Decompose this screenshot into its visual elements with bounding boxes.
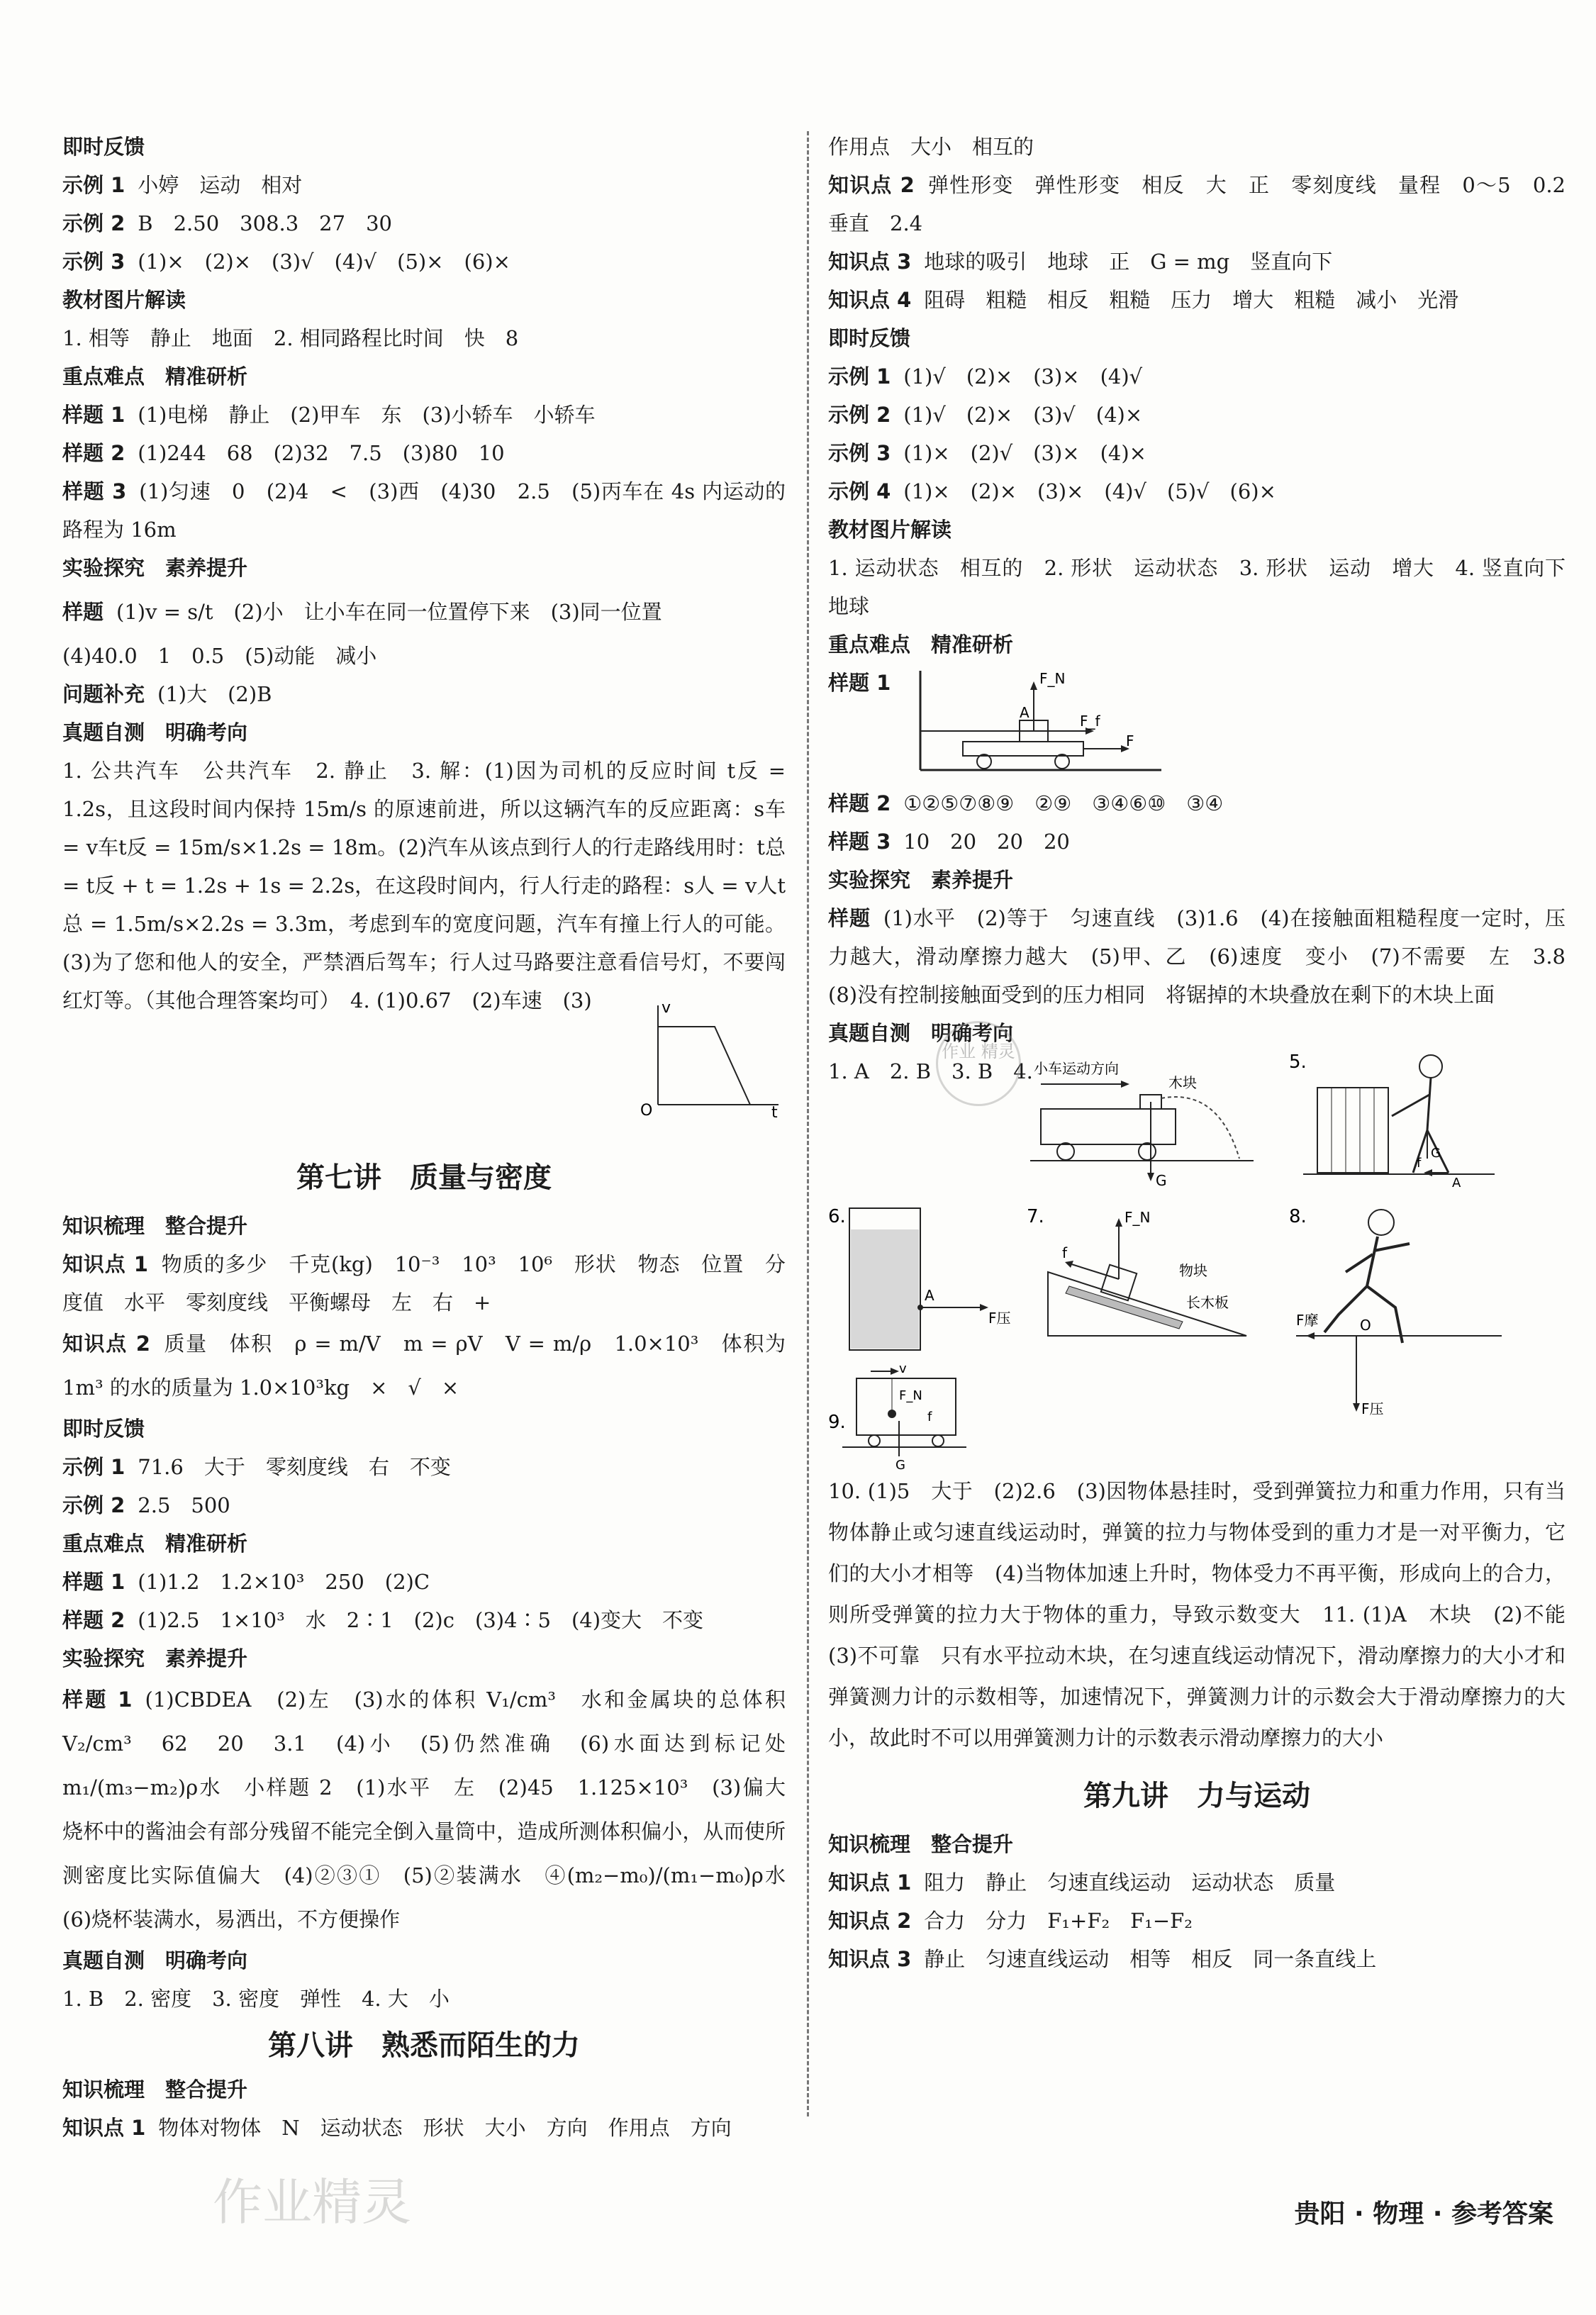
q7-fn-label: F_N (1125, 1209, 1151, 1226)
section-heading: 真题自测 明确考向 (62, 720, 248, 744)
section-heading: 重点难点 精准研析 (828, 632, 1014, 657)
answer-line: 示例 1 71.6 大于 零刻度线 右 不变 (62, 1455, 451, 1479)
q7-label: 7. (1027, 1206, 1044, 1227)
section-heading: 知识梳理 整合提升 (828, 1832, 1014, 1856)
section-heading: 实验探究 素养提升 (62, 1646, 248, 1670)
q9-fn-label: F_N (899, 1388, 922, 1403)
answer-line: 1. 运动状态 相互的 2. 形状 运动状态 3. 形状 运动 增大 4. 竖直向下 地球 (828, 556, 1587, 618)
vt-label-o: O (640, 1102, 653, 1119)
q5-push-figure (1289, 1052, 1502, 1194)
answer-line: 1. 相等 静止 地面 2. 相同路程比时间 快 8 (62, 326, 519, 350)
q8-o-label: O (1360, 1317, 1371, 1334)
answer-line: 样题 2 (1)2.5 1×10³ 水 2∶1 (2)c (3)4∶5 (4)变大 不变 (62, 1608, 704, 1632)
vt-label-t: t (771, 1104, 778, 1119)
q6-label: 6. (828, 1206, 846, 1227)
answer-line: 示例 1 小婷 运动 相对 (62, 173, 303, 197)
section-heading: 教材图片解读 (62, 288, 186, 312)
answer-line: 示例 2 2.5 500 (62, 1493, 230, 1517)
answer-line: 知识点 2 弹性形变 弹性形变 相反 大 正 零刻度线 量程 0～5 0.2 垂直 2.4 (828, 173, 1587, 235)
cart-force-diagram (913, 664, 1168, 777)
label-fn: F_N (1039, 670, 1066, 687)
q5-a-label: A (1452, 1176, 1461, 1190)
q9-cart-figure (828, 1364, 970, 1471)
answer-line: 知识点 2 质量 体积 ρ = m/V m = ρV V = m/ρ 1.0×10³ 体积为 1m³ 的水的质量为 1.0×10³kg × √ × (62, 1332, 786, 1400)
q6-container-figure (828, 1201, 1027, 1364)
answer-line: 1. B 2. 密度 3. 密度 弹性 4. 大 小 (62, 1987, 450, 2011)
answer-line: 示例 2 (1)√ (2)× (3)√ (4)× (828, 403, 1143, 427)
answer-line: 知识点 1 物体对物体 N 运动状态 形状 大小 方向 作用点 方向 (62, 2116, 732, 2140)
q9-f-label: f (927, 1410, 932, 1424)
q8-label: 8. (1289, 1206, 1307, 1227)
q8-runner-figure (1289, 1201, 1516, 1428)
chapter-title: 第八讲 熟悉而陌生的力 (268, 2029, 580, 2062)
label-a: A (1020, 704, 1029, 721)
q4-cart-figure (1027, 1059, 1261, 1194)
section-heading: 知识梳理 整合提升 (62, 1214, 248, 1238)
section-heading: 实验探究 素养提升 (62, 556, 248, 580)
answer-line: 样题 2 ①②⑤⑦⑧⑨ ②⑨ ③④⑥⑩ ③④ (828, 791, 1224, 815)
q5-g-label: G (1431, 1146, 1441, 1161)
answer-line: 1. A 2. B 3. B 4. (828, 1059, 1033, 1083)
answer-line: 示例 1 (1)√ (2)× (3)× (4)√ (828, 364, 1143, 389)
answer-line: 样题 (1)v = s/t (2)小 让小车在同一位置停下来 (3)同一位置 (62, 600, 662, 624)
q4-g-label: G (1156, 1172, 1167, 1189)
vt-graph-figure (62, 999, 786, 1140)
q7-f-label: f (1062, 1244, 1068, 1261)
page-footer: 贵阳 · 物理 · 参考答案 (1294, 2199, 1553, 2228)
q9-label: 9. (828, 1412, 846, 1433)
q4-block-label: 木块 (1168, 1074, 1197, 1091)
answer-line: 示例 3 (1)× (2)√ (3)× (4)× (828, 441, 1146, 465)
q9-v-label: v (899, 1364, 907, 1376)
answer-line: 样题 1 (1)1.2 1.2×10³ 250 (2)C (62, 1570, 430, 1594)
answer-line: 示例 2 B 2.50 308.3 27 30 (62, 211, 392, 235)
answer-line: 知识点 2 合力 分力 F₁+F₂ F₁−F₂ (828, 1909, 1193, 1933)
answer-line: 示例 4 (1)× (2)× (3)× (4)√ (5)√ (6)× (828, 479, 1276, 503)
test-figures (828, 1052, 1566, 1471)
answer-line: 样题 1 (1)电梯 静止 (2)甲车 东 (3)小轿车 小轿车 (62, 403, 596, 427)
section-heading: 重点难点 精准研析 (62, 364, 248, 389)
section-heading: 实验探究 素养提升 (828, 868, 1014, 892)
q7-incline-figure (1027, 1201, 1268, 1350)
sample1-row: 样题 1 F_N F_f F A (828, 664, 1566, 784)
answer-line: 知识点 1 物质的多少 千克(kg) 10⁻³ 10³ 10⁶ 形状 物态 位置 分度值 水平 零刻度线 平衡螺母 左 右 + (62, 1252, 786, 1315)
answer-line: 示例 3 (1)× (2)× (3)√ (4)√ (5)× (6)× (62, 250, 510, 274)
section-heading: 重点难点 精准研析 (62, 1532, 248, 1556)
answer-line: 问题补充 (1)大 (2)B (62, 682, 272, 706)
answer-paragraph: 样题 (1)水平 (2)等于 匀速直线 (3)1.6 (4)在接触面粗糙程度一定时，压力越大，滑动摩擦力越大 (5)甲、乙 (6)速度 变小 (7)不需要 左 3.8 (8)没有控制接触面受到的压力相同 将锯掉的木块叠放在剩下的木块上面 (828, 906, 1587, 1007)
q6-a-label: A (925, 1287, 934, 1304)
answer-paragraph: 1. 公共汽车 公共汽车 2. 静止 3. 解：(1)因为司机的反应时间 t反 = 1.2s，且这段时间内保持 15m/s 的原速前进，所以这辆汽车的反应距离：s车 = v车t反 = 15m/s×1.2s = 18m。(2)汽车从该点到行人的行走路线用时：t总 = t反 + t = 1.2s + 1s = 2.2s，在这段时间内，行人行走的路程：s人 = v人t总 = 1.5m/s×2.2s = 3.3m，考虑到车的宽度问题，汽车有撞上行人的可能。(3)为了您和他人的安全，严禁酒后驾车；行人过马路要注意看信号灯，不要闯红灯等。（其他合理答案均可） 4. (1)0.67 (2)车速 (3) (62, 759, 786, 1013)
q7-board-label: 长木板 (1186, 1294, 1229, 1311)
answer-line: 知识点 3 静止 匀速直线运动 相等 相反 同一条直线上 (828, 1947, 1377, 1971)
q8-friction-label: F摩 (1296, 1312, 1319, 1329)
q4-direction-label: 小车运动方向 (1034, 1060, 1119, 1077)
answer-line: 样题 2 (1)244 68 (2)32 7.5 (3)80 10 (62, 441, 505, 465)
vt-label-v: v (662, 999, 671, 1017)
watermark: 作业精灵 (213, 2173, 411, 2231)
answer-line: (4)40.0 1 0.5 (5)动能 减小 (62, 644, 377, 668)
section-heading: 教材图片解读 (828, 518, 952, 542)
answer-line: 知识点 3 地球的吸引 地球 正 G = mg 竖直向下 (828, 250, 1333, 274)
section-heading: 真题自测 明确考向 (828, 1021, 1014, 1045)
section-heading: 即时反馈 (62, 1417, 145, 1441)
vt-graph (630, 998, 786, 1119)
answer-line: 知识点 1 阻力 静止 匀速直线运动 运动状态 质量 (828, 1870, 1336, 1895)
q7-block-label: 物块 (1179, 1262, 1207, 1279)
section-heading: 即时反馈 (828, 326, 911, 350)
chapter-title: 第七讲 质量与密度 (296, 1161, 552, 1194)
section-heading: 即时反馈 (62, 135, 145, 159)
answer-line: 样题 3 10 20 20 20 (828, 830, 1070, 854)
chapter-title: 第九讲 力与运动 (1083, 1780, 1310, 1812)
answer-paragraph: 样题 1 (1)CBDEA (2)左 (3)水的体积 V₁/cm³ 水和金属块的总体积 V₂/cm³ 62 20 3.1 (4)小 (5)仍然准确 (6)水面达到标记处 m₁/(m₃−m₂)ρ水 小样题 2 (1)水平 左 (2)45 1.125×10³ (3)偏大 烧杯中的酱油会有部分残留不能完全倒入量筒中，造成所测体积偏小，从而使所测密度比实际值偏大 (4)②③① (5)②装满水 ④(m₂−m₀)/(m₁−m₀)ρ水 (6)烧杯装满水，易洒出，不方便操作 (62, 1688, 807, 1931)
section-heading: 知识梳理 整合提升 (62, 2077, 248, 2102)
section-heading: 真题自测 明确考向 (62, 1948, 248, 1973)
answer-line: 知识点 4 阻碍 粗糙 相反 粗糙 压力 增大 粗糙 减小 光滑 (828, 288, 1459, 312)
q9-g-label: G (895, 1458, 905, 1471)
answer-line: 样题 3 (1)匀速 0 (2)4 < (3)西 (4)30 2.5 (5)丙车在 4s 内运动的路程为 16m (62, 479, 786, 542)
q5-f-label: f (1417, 1156, 1422, 1171)
column-divider (807, 131, 809, 2116)
label-ff: F_f (1080, 713, 1100, 730)
q6-f-label: F压 (988, 1310, 1011, 1327)
answer-line: 作用点 大小 相互的 (828, 135, 1034, 159)
answer-paragraph: 10. (1)5 大于 (2)2.6 (3)因物体悬挂时，受到弹簧拉力和重力作用，只有当物体静止或匀速直线运动时，弹簧的拉力与物体受到的重力才是一对平衡力，它们的大小才相等 (4)当物体加速上升时，物体受力不再平衡，形成向上的合力，则所受弹簧的拉力大于物体的重力，导致示数变大 11. (1)A 木块 (2)不能 (3)不可靠 只有水平拉动木块，在匀速直线运动情况下，滑动摩擦力的大小才和弹簧测力计的示数相等，加速情况下，弹簧测力计的示数会大于滑动摩擦力的大小，故此时不可以用弹簧测力计的示数表示滑动摩擦力的大小 (828, 1479, 1587, 1750)
q8-pressure-label: F压 (1361, 1400, 1384, 1417)
q5-label: 5. (1289, 1052, 1307, 1073)
left-column (62, 128, 807, 2147)
stamp: 作业 精灵 (936, 1021, 1021, 1106)
label-f: F (1126, 732, 1134, 749)
